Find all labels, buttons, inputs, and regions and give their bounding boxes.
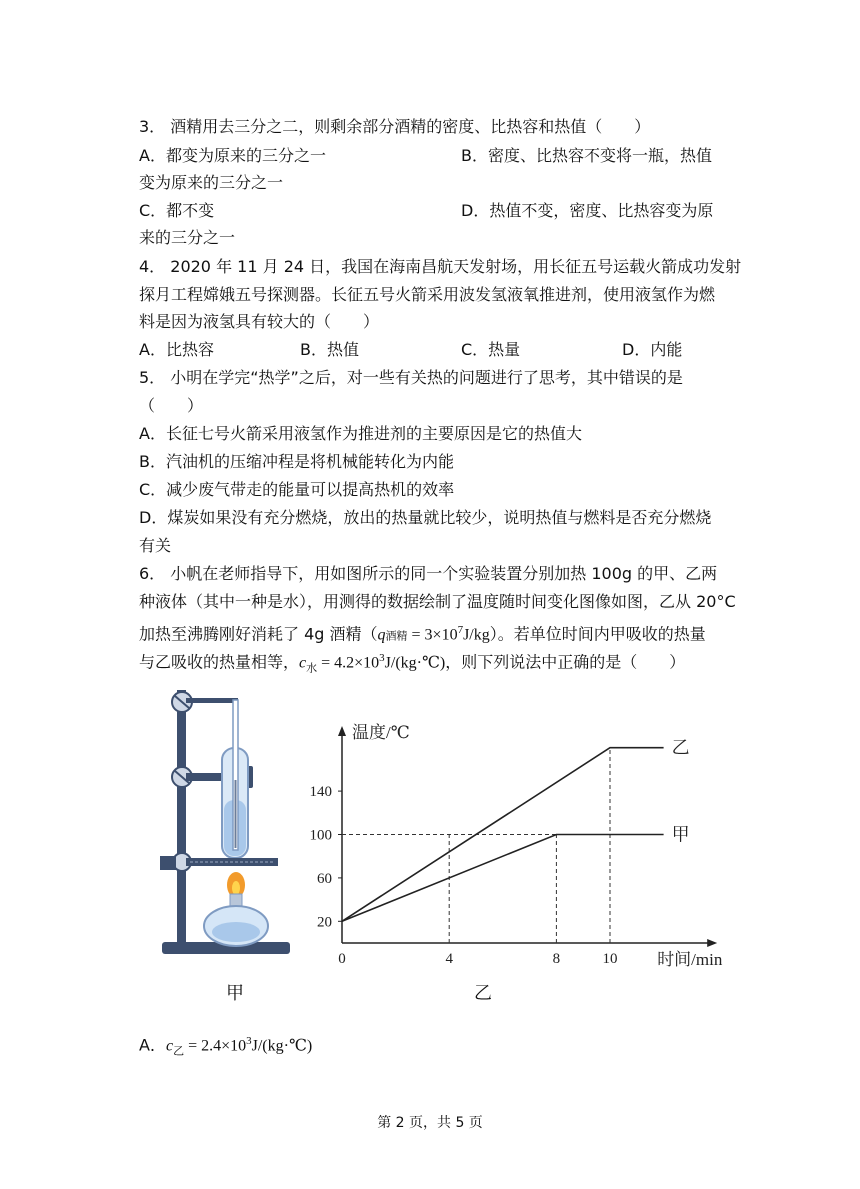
q4-option-a: A．比热容 bbox=[139, 340, 214, 359]
q3-stem: 3． 酒精用去三分之二，则剩余部分酒精的密度、比热容和热值（ ） bbox=[139, 117, 651, 136]
y-axis-label: 温度/℃ bbox=[352, 723, 410, 742]
chart-text bbox=[310, 723, 723, 969]
page-footer: 第 2 页，共 5 页 bbox=[377, 1115, 483, 1131]
y-tick-label-0: 20 bbox=[317, 914, 332, 931]
x-tick-label-2: 8 bbox=[552, 951, 561, 967]
y-axis-arrow bbox=[338, 726, 346, 736]
q6-option-a: A．$c_乙$ = $2.4\times 10^3J/(kg\cdot℃)$ bbox=[139, 1035, 313, 1058]
y-tick-label-2: 100 bbox=[309, 827, 332, 844]
x-axis-label: 时间/min bbox=[657, 950, 723, 969]
series-line-0 bbox=[342, 835, 664, 922]
q4-stem-2: 探月工程嫦娥五号探测器。长征五号火箭采用波发氢液氧推进剂，使用液氢作为燃 bbox=[139, 285, 716, 304]
figure-label-left: 甲 bbox=[226, 983, 244, 1004]
q6-stem-4: 与乙吸收的热量相等，$c_水$ = $4.2\times 10^3J/(kg\cdot℃)$，则下列说法中正确的是（ ） bbox=[139, 652, 686, 675]
x-tick-label-0: 0 bbox=[338, 951, 346, 967]
q5-option-d: D．煤炭如果没有充分燃烧，放出的热量就比较少，说明热值与燃料是否充分燃烧 bbox=[139, 508, 712, 527]
series-label-1: 乙 bbox=[671, 737, 690, 758]
q3-option-b: B．密度、比热容不变将一瓶，热值 bbox=[461, 146, 712, 165]
q3-option-a: A．都变为原来的三分之一 bbox=[139, 146, 326, 165]
q5-option-a: A．长征七号火箭采用液氢作为推进剂的主要原因是它的热值大 bbox=[139, 424, 582, 443]
q5-option-d-cont: 有关 bbox=[139, 536, 172, 555]
heating-apparatus-figure bbox=[150, 680, 310, 1010]
x-tick-label-1: 4 bbox=[445, 951, 453, 967]
chart-series bbox=[342, 748, 664, 922]
q6-stem-2: 种液体（其中一种是水），用测得的数据绘制了温度随时间变化图像如图，乙从 20°C bbox=[139, 592, 736, 611]
temperature-time-chart bbox=[295, 675, 723, 975]
figure-label-right: 乙 bbox=[474, 983, 492, 1004]
x-axis-arrow bbox=[707, 939, 717, 947]
q4-stem-1: 4． 2020 年 11 月 24 日，我国在海南昌航天发射场，用长征五号运载火箭成功发射 bbox=[139, 257, 742, 276]
y-tick-label-3: 140 bbox=[309, 784, 332, 801]
q3-option-b-cont: 变为原来的三分之一 bbox=[139, 173, 284, 192]
q4-option-b: B．热值 bbox=[300, 340, 359, 359]
chart-guides bbox=[342, 748, 610, 943]
q3-option-d-cont: 来的三分之一 bbox=[139, 228, 236, 247]
q5-option-c: C．减少废气带走的能量可以提高热机的效率 bbox=[139, 480, 455, 499]
q3-option-c: C．都不变 bbox=[139, 201, 215, 220]
x-tick-label-3: 10 bbox=[602, 951, 618, 967]
q4-option-c: C．热量 bbox=[461, 340, 521, 359]
chart-axes bbox=[338, 726, 717, 947]
q6-stem-1: 6． 小帆在老师指导下，用如图所示的同一个实验装置分别加热 100g 的甲、乙两 bbox=[139, 564, 718, 583]
stand-pole bbox=[177, 690, 186, 945]
q3-option-d: D．热值不变，密度、比热容变为原 bbox=[461, 201, 714, 220]
q4-option-d: D．内能 bbox=[622, 340, 683, 359]
q5-stem-2: （ ） bbox=[139, 396, 204, 415]
q6-stem-3: 加热至沸腾刚好消耗了 4g 酒精（q酒精 = $3\times 10^7J/kg$）。若单位时间内甲吸收的热量 bbox=[139, 624, 706, 644]
q5-option-b: B．汽油机的压缩冲程是将机械能转化为内能 bbox=[139, 452, 454, 471]
q5-stem-1: 5． 小明在学完“热学”之后，对一些有关热的问题进行了思考，其中错误的是 bbox=[139, 368, 683, 387]
q4-stem-3: 料是因为液氢具有较大的（ ） bbox=[139, 312, 380, 331]
series-label-0: 甲 bbox=[671, 824, 690, 845]
y-tick-label-1: 60 bbox=[317, 870, 332, 887]
